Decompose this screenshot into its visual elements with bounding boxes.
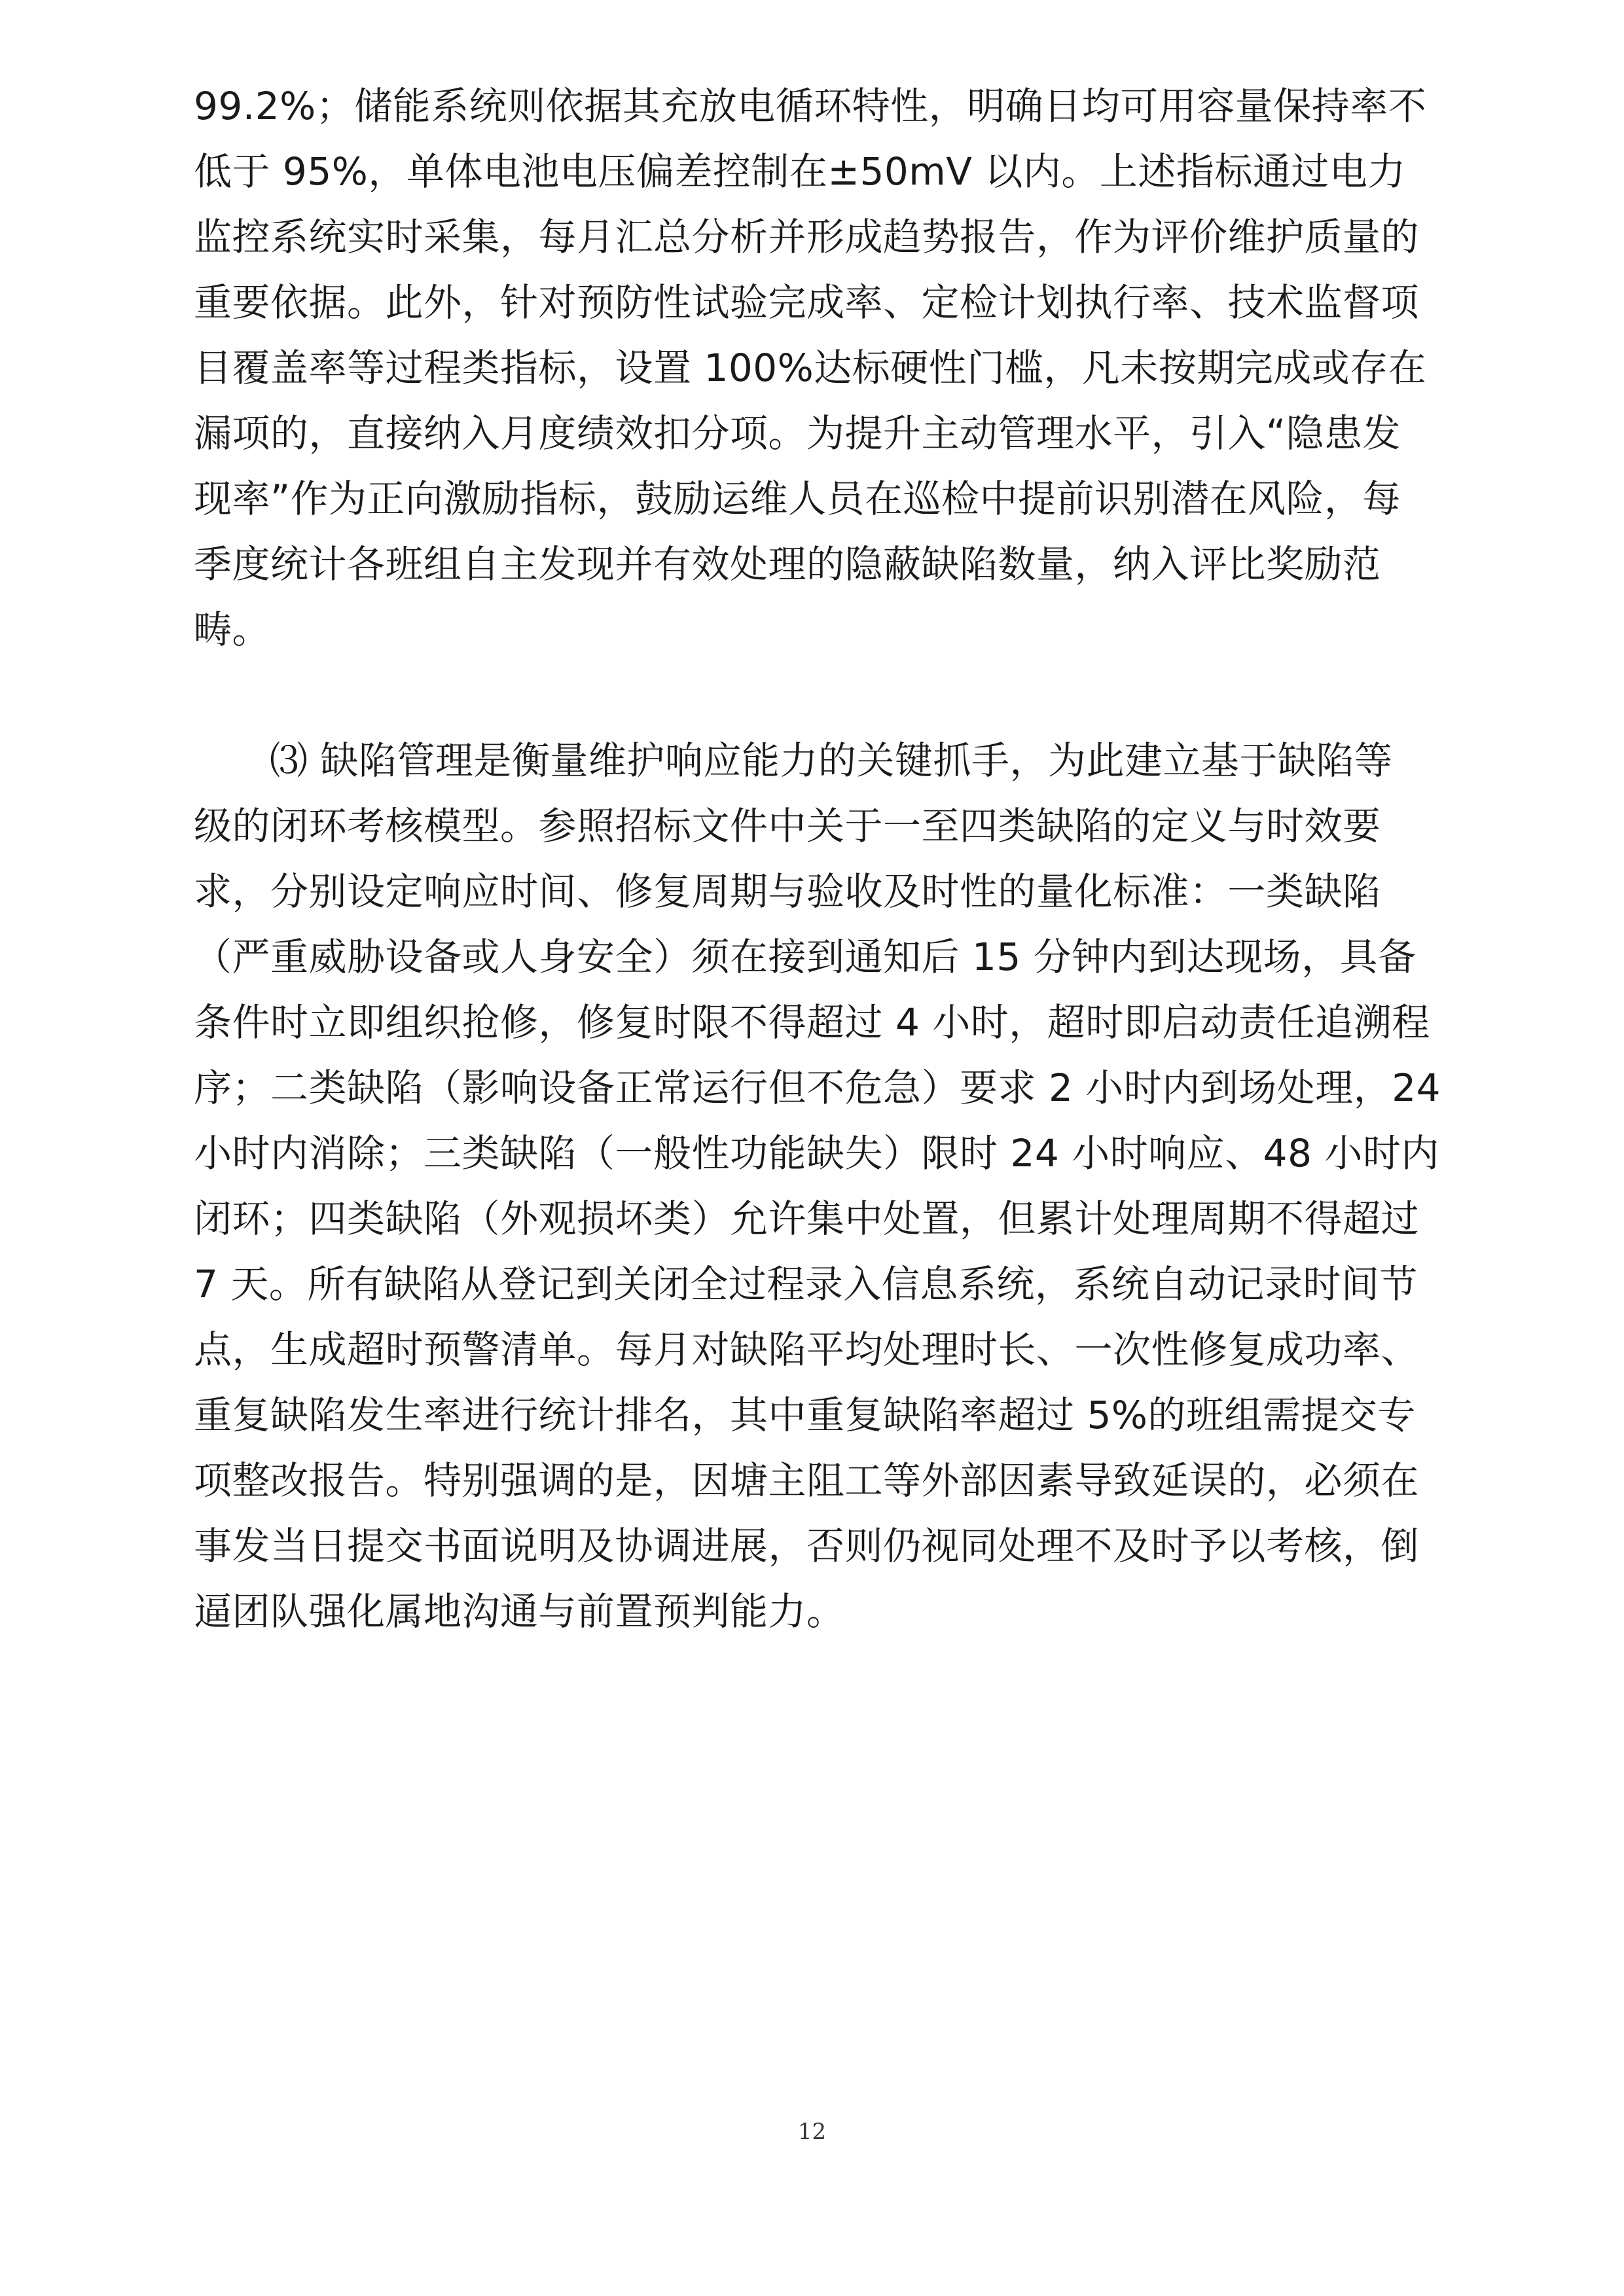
text-line: 求，分别设定响应时间、修复周期与验收及时性的量化标准：一类缺陷 xyxy=(194,869,1381,914)
text-line: 季度统计各班组自主发现并有效处理的隐蔽缺陷数量，纳入评比奖励范 xyxy=(194,542,1381,586)
text-line: 重复缺陷发生率进行统计排名，其中重复缺陷率超过 5%的班组需提交专 xyxy=(194,1393,1416,1437)
text-line: 7 天。所有缺陷从登记到关闭全过程录入信息系统，系统自动记录时间节 xyxy=(194,1262,1418,1306)
text-line: 逼团队强化属地沟通与前置预判能力。 xyxy=(194,1589,845,1634)
text-line: 闭环；四类缺陷（外观损坏类）允许集中处置，但累计处理周期不得超过 xyxy=(194,1196,1420,1241)
text-line: 级的闭环考核模型。参照招标文件中关于一至四类缺陷的定义与时效要 xyxy=(194,804,1381,848)
text-line: 现率”作为正向激励指标，鼓励运维人员在巡检中提前识别潜在风险，每 xyxy=(194,476,1401,521)
text-line: （严重威胁设备或人身安全）须在接到通知后 15 分钟内到达现场，具备 xyxy=(194,935,1416,979)
text-line: 畴。 xyxy=(194,607,271,652)
text-line: 99.2%；储能系统则依据其充放电循环特性，明确日均可用容量保持率不 xyxy=(194,84,1427,128)
text-line: 目覆盖率等过程类指标，设置 100%达标硬性门槛，凡未按期完成或存在 xyxy=(194,346,1427,390)
text-line: 条件时立即组织抢修，修复时限不得超过 4 小时，超时即启动责任追溯程 xyxy=(194,1000,1430,1045)
text-line: 小时内消除；三类缺陷（一般性功能缺失）限时 24 小时响应、48 小时内 xyxy=(194,1131,1439,1175)
text-line: 漏项的，直接纳入月度绩效扣分项。为提升主动管理水平，引入“隐患发 xyxy=(194,411,1401,456)
text-line: 监控系统实时采集，每月汇总分析并形成趋势报告，作为评价维护质量的 xyxy=(194,215,1420,259)
text-line: 项整改报告。特别强调的是，因塘主阻工等外部因素导致延误的，必须在 xyxy=(194,1458,1420,1503)
page-number: 12 xyxy=(797,2119,827,2145)
text-line: 重要依据。此外，针对预防性试验完成率、定检计划执行率、技术监督项 xyxy=(194,280,1420,325)
text-line: ⑶ 缺陷管理是衡量维护响应能力的关键抓手，为此建立基于缺陷等 xyxy=(270,738,1393,783)
text-line: 低于 95%，单体电池电压偏差控制在±50mV 以内。上述指标通过电力 xyxy=(194,149,1406,194)
text-line: 事发当日提交书面说明及协调进展，否则仍视同处理不及时予以考核，倒 xyxy=(194,1524,1420,1568)
text-line: 序；二类缺陷（影响设备正常运行但不危急）要求 2 小时内到场处理，24 xyxy=(194,1066,1441,1110)
text-line: 点，生成超时预警清单。每月对缺陷平均处理时长、一次性修复成功率、 xyxy=(194,1327,1420,1372)
